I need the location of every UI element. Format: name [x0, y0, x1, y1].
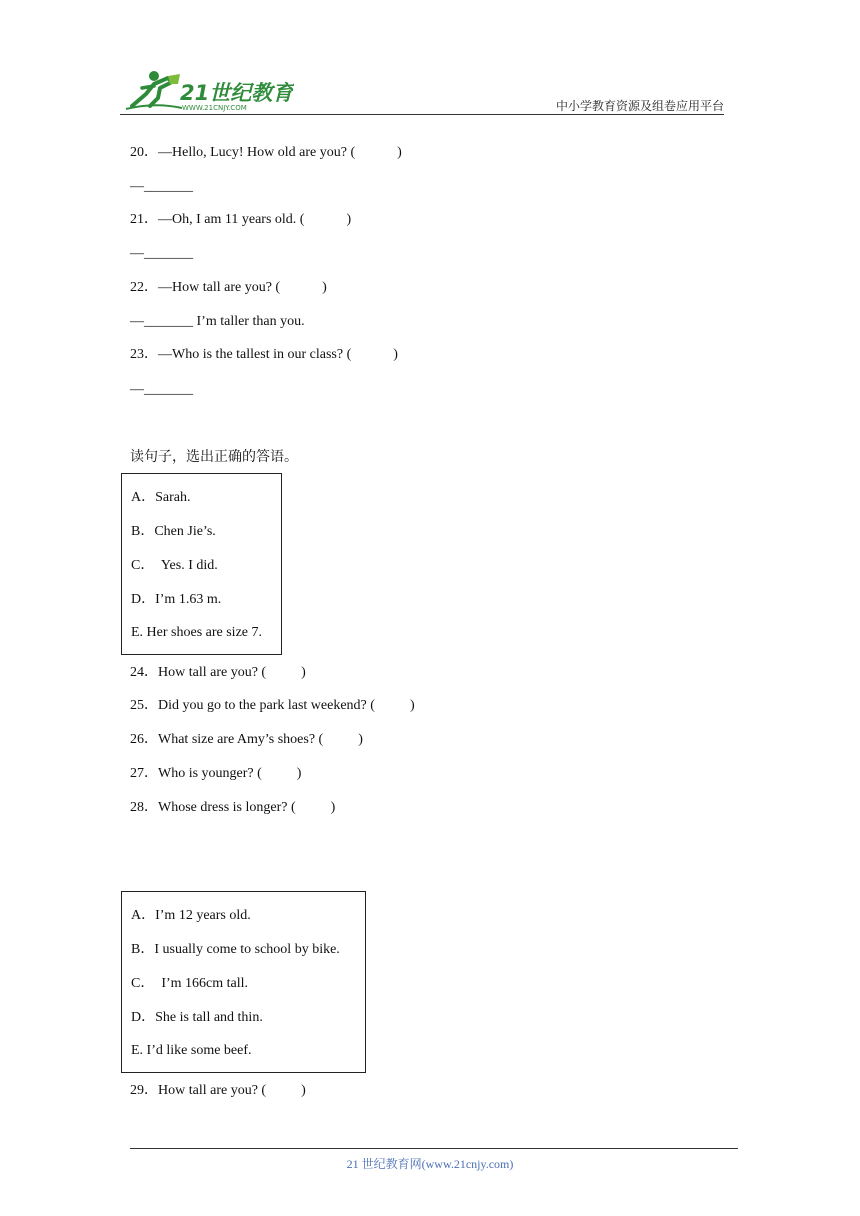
answer-blank-20: —_______: [130, 179, 193, 194]
option-e: E. Her shoes are size 7.: [131, 625, 263, 640]
option-d: D．She is tall and thin.: [131, 1010, 263, 1025]
question-23: 23．—Who is the tallest in our class? ( ): [130, 347, 398, 362]
runner-icon: [126, 71, 182, 109]
header-divider: [120, 114, 724, 115]
question-27: 27．Who is younger? ( ): [130, 766, 302, 781]
option-b: B．Chen Jie’s.: [131, 524, 216, 539]
question-20: 20．—Hello, Lucy! How old are you? ( ): [130, 145, 402, 160]
question-28: 28．Whose dress is longer? ( ): [130, 800, 336, 815]
question-29: 29．How tall are you? ( ): [130, 1083, 306, 1098]
answer-blank-22: —_______ I’m taller than you.: [130, 314, 305, 329]
site-logo: [124, 68, 294, 112]
option-e: E. I’d like some beef.: [131, 1043, 252, 1058]
footer-link[interactable]: 21 世纪教育网(www.21cnjy.com): [346, 1157, 514, 1171]
header-platform-label: 中小学教育资源及组卷应用平台: [555, 99, 724, 113]
options-box-1: [121, 473, 282, 655]
page-header: [120, 66, 724, 116]
logo-subtext: WWW.21CNJY.COM: [182, 104, 247, 112]
footer-divider: [130, 1148, 738, 1149]
question-22: 22．—How tall are you? ( ): [130, 280, 327, 295]
section-instruction: 读句子，选出正确的答语。: [130, 449, 298, 465]
question-21: 21．—Oh, I am 11 years old. ( ): [130, 212, 352, 227]
option-c: C． Yes. I did.: [131, 558, 218, 573]
question-24: 24．How tall are you? ( ): [130, 665, 306, 680]
option-b: B．I usually come to school by bike.: [131, 942, 340, 957]
option-a: A．Sarah.: [131, 490, 191, 505]
option-c: C． I’m 166cm tall.: [131, 976, 249, 991]
options-box-2: [121, 891, 366, 1073]
option-d: D．I’m 1.63 m.: [131, 592, 222, 607]
question-25: 25．Did you go to the park last weekend? ( ): [130, 698, 415, 713]
logo-text: 21世纪教育: [180, 81, 294, 105]
answer-blank-21: —_______: [130, 246, 193, 261]
option-a: A．I’m 12 years old.: [131, 908, 251, 923]
question-26: 26．What size are Amy’s shoes? ( ): [130, 732, 363, 747]
answer-blank-23: —_______: [130, 382, 193, 397]
